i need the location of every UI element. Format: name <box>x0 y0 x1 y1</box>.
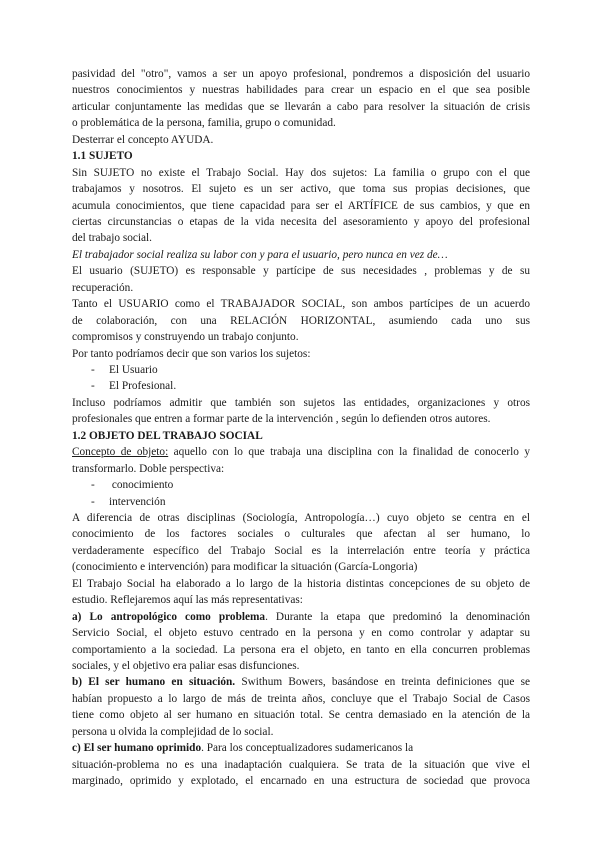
text-line: profesionales que entren a formar parte de la intervención , según lo defienden otros autores. <box>72 413 491 426</box>
text-line <box>72 609 530 625</box>
underlined-term: Concepto de objeto: <box>72 446 169 459</box>
list-item-label: conocimiento <box>109 479 174 492</box>
item-label-c: c) El ser humano oprimido <box>72 742 202 755</box>
text-line <box>72 740 530 756</box>
text-line: Por tanto podríamos decir que son varios los sujetos: <box>72 347 311 360</box>
list-item <box>72 362 530 378</box>
document-page <box>72 66 530 790</box>
text-line: persona u olvida la complejidad de lo social. <box>72 725 274 738</box>
text-line: Incluso podríamos admitir que también son sujetos las entidades, organizaciones y otros <box>72 396 530 409</box>
text-line: o problemática de la persona, familia, grupo o comunidad. <box>72 117 336 130</box>
text-line: conocimiento de los factores sociales o culturales que afectan al ser humano, lo <box>72 528 530 541</box>
text-line: trabajamos y nosotros. El sujeto es un ser activo, que toma sus propias decisiones, que <box>72 183 530 196</box>
text-line: pasividad del "otro", vamos a ser un apoyo profesional, pondremos a disposición del usuario <box>72 68 530 80</box>
item-label-b: b) El ser humano en situación. <box>72 676 236 689</box>
text-line: verdaderamente específico del Trabajo Social es la interrelación entre teoría y práctica <box>72 544 530 557</box>
list-item <box>72 378 530 394</box>
list-item-label: El Profesional. <box>109 380 177 393</box>
text-line: comportamiento a la sociedad. La persona era el objeto, en tanto en ella concurren problemas <box>72 643 530 656</box>
list-item <box>72 477 530 493</box>
text-line: Sin SUJETO no existe el Trabajo Social. Hay dos sujetos: La familia o grupo con el que <box>72 166 530 179</box>
text-line: sociales, y el objetivo era paliar esas disfunciones. <box>72 660 300 673</box>
text-line: de colaboración, con una RELACIÓN HORIZONTAL, asumiendo cada uno sus <box>72 314 530 327</box>
text-line: recuperación. <box>72 281 134 294</box>
text-line: Servicio Social, el objeto estuvo centrado en la persona y en como controlar y adaptar su <box>72 627 530 640</box>
text-line <box>72 444 530 460</box>
list-bullet: - <box>91 495 95 508</box>
text-line: situación-problema no es una inadaptación cualquiera. Se trata de la situación que vive el <box>72 758 530 771</box>
text-line: articular conjuntamente las medidas que se llevarán a cabo para resolver la situación de crisis <box>72 100 530 113</box>
text-line: tiene como objeto al ser humano en situación total. Se centra demasiado en la atención de la <box>72 709 530 722</box>
text-run: . Durante la etapa que predominó la denominación <box>265 610 530 623</box>
text-run: . Para los conceptualizadores sudamericanos la <box>201 742 414 755</box>
list-item <box>72 494 530 510</box>
text-line: El usuario (SUJETO) es responsable y partícipe de sus necesidades , problemas y de su <box>72 265 530 278</box>
text-line: A diferencia de otras disciplinas (Sociología, Antropología…) cuyo objeto se centra en el <box>72 512 530 525</box>
text-line: ciertas circunstancias o etapas de la vida necesita del asesoramiento y apoyo del profesional <box>72 215 530 228</box>
section-heading-sujeto: 1.1 SUJETO <box>72 150 133 163</box>
italic-quote: El trabajador social realiza su labor con y para el usuario, pero nunca en vez de… <box>72 248 448 261</box>
text-line: Tanto el USUARIO como el TRABAJADOR SOCIAL, son ambos partícipes de un acuerdo <box>72 298 530 311</box>
section-heading-objeto: 1.2 OBJETO DEL TRABAJO SOCIAL <box>72 429 263 442</box>
text-run: aquello con lo que trabaja una disciplina con la finalidad de conocerlo y <box>168 446 530 459</box>
text-line: habían propuesto a lo largo de más de treinta años, concluye que el Trabajo Social de Casos <box>72 692 530 705</box>
text-run: Swithum Bowers, basándose en treinta definiciones que se <box>235 676 530 689</box>
list-bullet: - <box>91 380 95 393</box>
text-line: del trabajo social. <box>72 232 152 245</box>
text-line: El Trabajo Social ha elaborado a lo largo de la historia distintas concepciones de su objeto de <box>72 577 530 590</box>
text-line: transformarlo. Doble perspectiva: <box>72 462 225 475</box>
text-line: (conocimiento e intervención) para modificar la situación (García-Longoria) <box>72 561 418 574</box>
text-line: marginado, oprimido y explotado, el encarnado en una estructura de sociedad que provoca <box>72 775 530 788</box>
item-label-a: a) Lo antropológico como problema <box>72 610 266 623</box>
text-line: Desterrar el concepto AYUDA. <box>72 133 214 146</box>
list-item-label: El Usuario <box>109 364 158 376</box>
text-line: estudio. Reflejaremos aquí las más representativas: <box>72 594 303 607</box>
list-bullet: - <box>91 364 95 376</box>
text-line <box>72 674 530 690</box>
text-line: compromisos y construyendo un trabajo conjunto. <box>72 331 299 344</box>
text-line: nuestros conocimientos y nuestras habilidades para crear un espacio en el que sea posible <box>72 84 530 97</box>
list-bullet: - <box>91 479 95 492</box>
list-item-label: intervención <box>109 495 166 508</box>
text-line: acumula conocimientos, que tiene capacidad para ser el ARTÍFICE de sus cambios, y que en <box>72 199 530 212</box>
